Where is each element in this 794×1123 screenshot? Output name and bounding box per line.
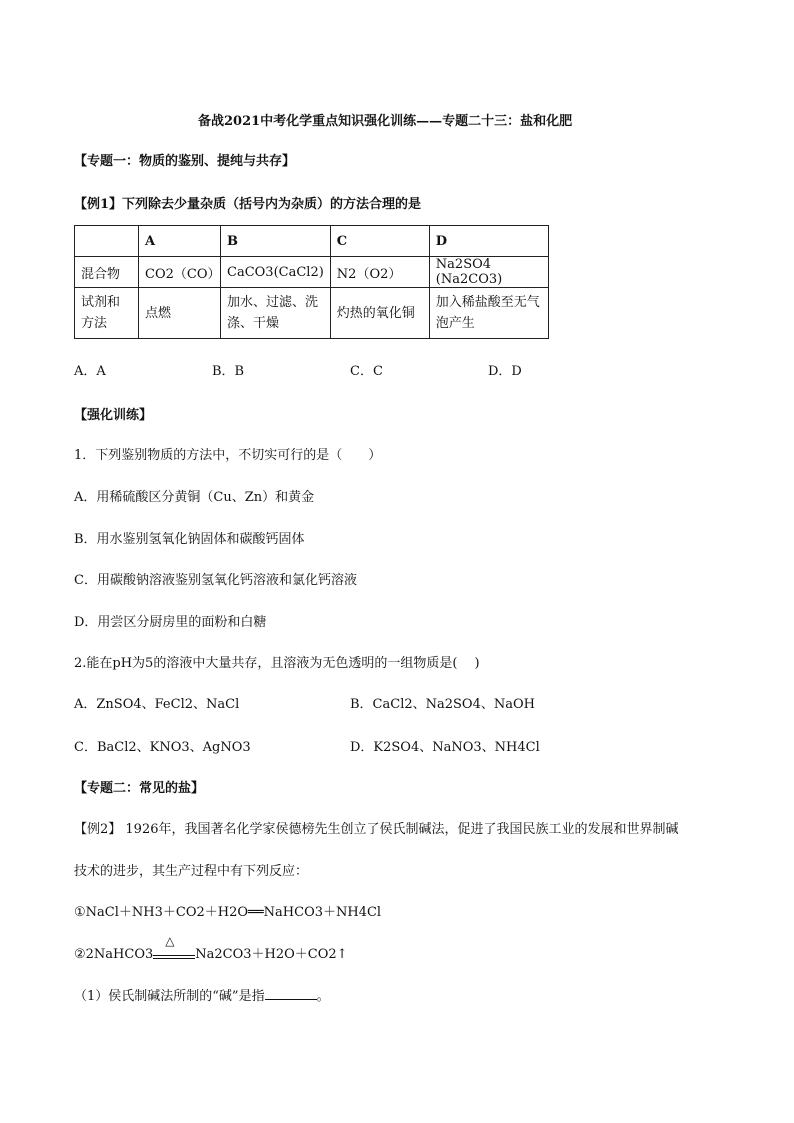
question-end: 。	[316, 989, 330, 1004]
equation-products: Na2CO3＋H2O＋CO2↑	[195, 947, 348, 962]
table-cell: D	[429, 226, 548, 257]
table-cell: C	[330, 226, 429, 257]
example-1-option-d: D．D	[488, 364, 522, 379]
table-cell: 混合物	[75, 257, 139, 288]
table-cell: Na2SO4 (Na2CO3)	[429, 257, 548, 288]
question-2-option-a: A．ZnSO4、FeCl2、NaCl	[74, 697, 240, 712]
table-cell: 加水、过滤、洗涤、干燥	[221, 288, 331, 339]
training-heading: 【强化训练】	[74, 408, 153, 423]
table-header-row	[75, 226, 549, 257]
example-2-line-2: 技术的进步，其生产过程中有下列反应：	[74, 864, 309, 879]
example-2-question-1	[74, 985, 330, 1004]
question-1-option-d: D．用尝区分厨房里的面粉和白糖	[74, 615, 267, 630]
heating-condition	[153, 934, 195, 958]
question-1-stem: 1．下列鉴别物质的方法中，不切实可行的是（ ）	[74, 448, 382, 463]
section-heading-1: 【专题一：物质的鉴别、提纯与共存】	[74, 154, 296, 169]
question-1-option-a: A．用稀硫酸区分黄铜（Cu、Zn）和黄金	[74, 490, 315, 505]
table-cell: 试剂和方法	[75, 288, 139, 339]
delta-symbol: △	[165, 934, 175, 948]
reaction-equation-1: ①NaCl＋NH3＋CO2＋H2O══NaHCO3＋NH4Cl	[74, 905, 382, 920]
question-1-option-c: C．用碳酸钠溶液鉴别氢氧化钙溶液和氯化钙溶液	[74, 573, 357, 588]
question-2-option-d: D．K2SO4、NaNO3、NH4Cl	[350, 740, 540, 755]
example-1-stem: 【例1】下列除去少量杂质（括号内为杂质）的方法合理的是	[74, 197, 422, 212]
table-row	[75, 288, 549, 339]
question-2-stem: 2.能在pH为5的溶液中大量共存，且溶液为无色透明的一组物质是( )	[74, 656, 480, 671]
question-1-option-b: B．用水鉴别氢氧化钠固体和碳酸钙固体	[74, 532, 305, 547]
example-1-option-a: A．A	[74, 364, 106, 379]
example-1-option-b: B．B	[212, 364, 245, 379]
table-cell: B	[221, 226, 331, 257]
table-cell	[75, 226, 139, 257]
example-2-line-1: 【例2】 1926年，我国著名化学家侯德榜先生创立了侯氏制碱法，促进了我国民族工业的发展和世界制碱	[74, 822, 679, 837]
question-2-option-c: C．BaCl2、KNO3、AgNO3	[74, 740, 251, 755]
table-cell: 点燃	[139, 288, 221, 339]
answer-blank[interactable]	[265, 987, 317, 1000]
page-title: 备战2021中考化学重点知识强化训练——专题二十三：盐和化肥	[198, 114, 573, 129]
question-text: （1）侯氏制碱法所制的“碱”是指	[74, 989, 265, 1004]
table-cell: 灼热的氧化铜	[330, 288, 429, 339]
table-row	[75, 257, 549, 288]
question-2-option-b: B．CaCl2、Na2SO4、NaOH	[350, 697, 535, 712]
table-cell: CO2（CO）	[139, 257, 221, 288]
example-1-option-c: C．C	[350, 364, 383, 379]
table-cell: 加入稀盐酸至无气泡产生	[429, 288, 548, 339]
table-cell: A	[139, 226, 221, 257]
equation-reactant: ②2NaHCO3	[74, 947, 154, 962]
section-heading-2: 【专题二：常见的盐】	[74, 781, 205, 796]
reaction-equation-2	[74, 934, 348, 962]
table-cell: CaCO3(CaCl2)	[221, 257, 331, 288]
example-1-table	[74, 225, 549, 339]
table-cell: N2（O2）	[330, 257, 429, 288]
